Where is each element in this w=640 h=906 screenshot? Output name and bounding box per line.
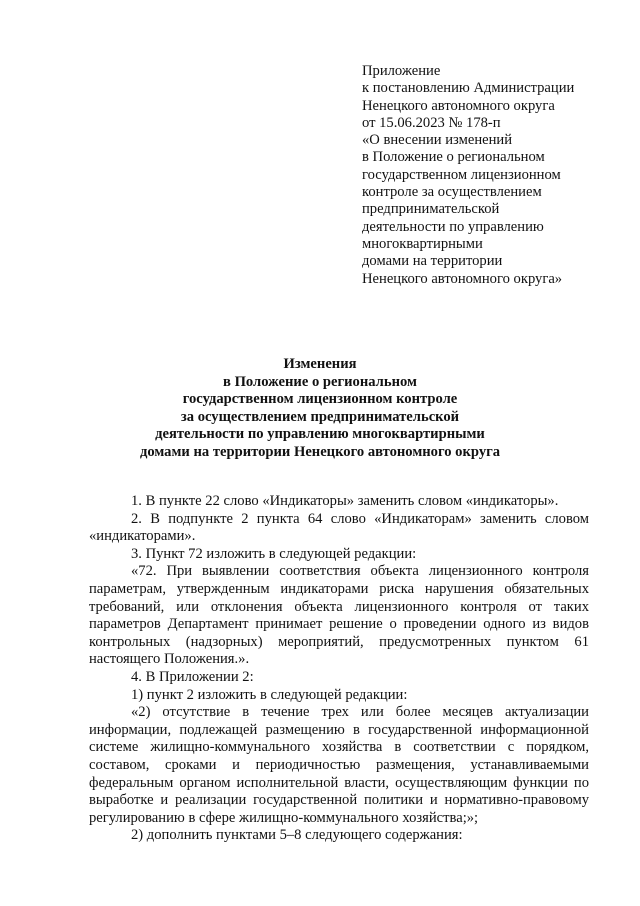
paragraph: 3. Пункт 72 изложить в следующей редакции: <box>131 545 417 562</box>
title-line: за осуществлением предпринимательской <box>180 408 460 425</box>
paragraph: 1) пункт 2 изложить в следующей редакции: <box>131 686 408 703</box>
appendix-line: деятельности по управлению <box>362 218 544 235</box>
document-title <box>90 356 550 462</box>
title-line: государственном лицензионном контроле <box>182 391 458 408</box>
paragraph: «2) отсутствие в течение трех или более месяцев актуализации информации, подлежащей размещению в государственной информационной системе жилищно-коммунального хозяйства в соответствии с порядком, составом, сроками и периодичностью размещения, устанавливаемыми федеральным органом исполнительной власти, осуществляющим функции по выработке и реализации государственной политики и нормативно-правовому регулированию в сфере жилищно-коммунального хозяйства;»; <box>89 704 589 826</box>
paragraph: «72. При выявлении соответствия объекта лицензионного контроля параметрам, утвержденным индикаторами риска нарушения обязательных требований, или отклонения объекта лицензионного контроля от таких параметров Департамент принимает решение о проведении одного из видов контрольных (надзорных) мероприятий, предусмотренных пунктом 61 настоящего Положения.». <box>89 563 589 668</box>
appendix-line: к постановлению Администрации <box>362 80 575 97</box>
paragraph: 2) дополнить пунктами 5–8 следующего содержания: <box>131 827 463 844</box>
appendix-line: «О внесении изменений <box>362 132 513 149</box>
appendix-line: предпринимательской <box>362 201 500 218</box>
appendix-line: государственном лицензионном <box>362 166 561 183</box>
appendix-line: Ненецкого автономного округа» <box>362 270 563 287</box>
appendix-line: Приложение <box>362 63 441 79</box>
appendix-header <box>362 63 602 288</box>
paragraph: 2. В подпункте 2 пункта 64 слово «Индикаторам» заменить словом «индикаторами». <box>89 510 589 545</box>
appendix-line: домами на территории <box>362 253 503 270</box>
title-line: домами на территории Ненецкого автономного округа <box>139 443 501 460</box>
appendix-line: Ненецкого автономного округа <box>362 97 555 114</box>
paragraph: 4. В Приложении 2: <box>131 668 254 685</box>
document-body <box>89 493 589 845</box>
title-line: Изменения <box>283 356 357 372</box>
title-line: деятельности по управлению многоквартирными <box>155 426 485 443</box>
appendix-line: от 15.06.2023 № 178-п <box>362 114 501 131</box>
paragraph: 1. В пункте 22 слово «Индикаторы» заменить словом «индикаторы». <box>131 493 559 509</box>
appendix-line: контроле за осуществлением <box>362 184 542 201</box>
appendix-line: многоквартирными <box>362 235 483 252</box>
title-line: в Положение о региональном <box>223 373 417 390</box>
appendix-line: в Положение о региональном <box>362 149 545 166</box>
